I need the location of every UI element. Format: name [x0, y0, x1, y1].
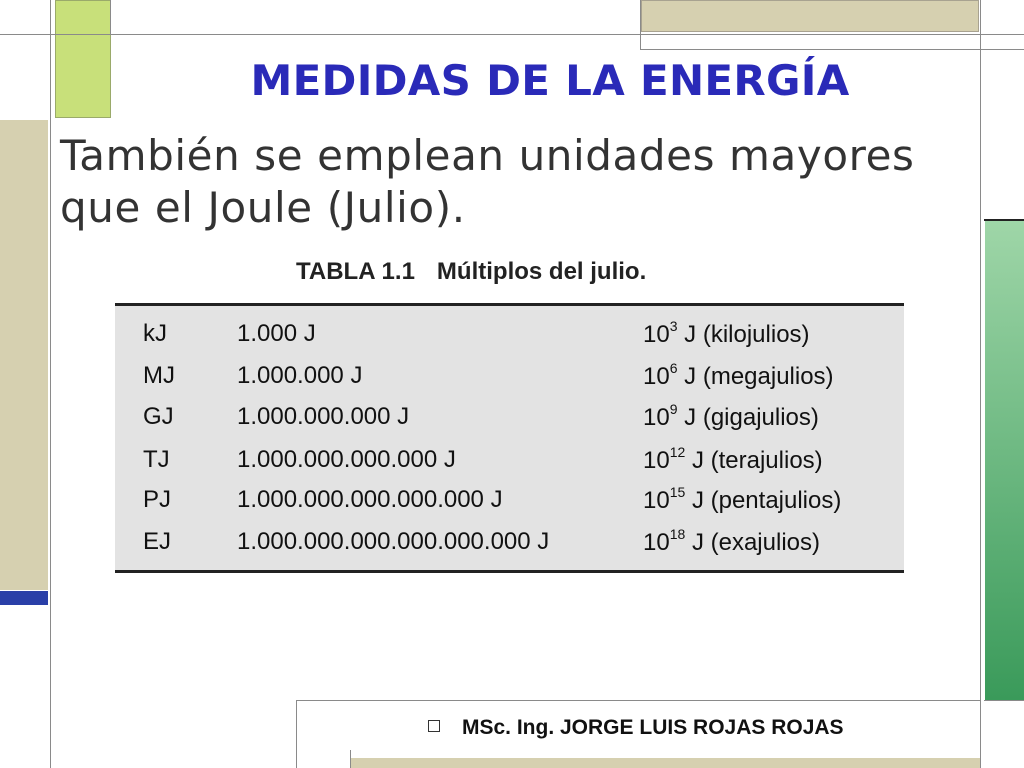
frame-line	[296, 700, 297, 768]
frame-line	[984, 700, 1024, 701]
unit-symbol: GJ	[143, 403, 174, 430]
unit-value: 1.000 J	[237, 320, 316, 347]
unit-value: 1.000.000 J	[237, 362, 363, 389]
unit-power: $10^{18}$ J (exajulios)	[643, 526, 820, 556]
body-line: que el Joule (Julio).	[60, 183, 466, 232]
unit-power: $10^3$ J (kilojulios)	[643, 318, 810, 348]
unit-symbol: TJ	[143, 446, 170, 473]
unit-symbol: PJ	[143, 486, 172, 513]
body-text	[60, 130, 980, 234]
slide-title: MEDIDAS DE LA ENERGÍA	[250, 56, 850, 105]
table-row	[115, 528, 904, 570]
caption-label: TABLA	[296, 258, 376, 285]
deco-bottom-tan	[350, 758, 980, 768]
bullet-square-icon	[428, 720, 440, 732]
table-row	[115, 320, 904, 362]
deco-left-tan	[0, 120, 48, 590]
unit-value: 1.000.000.000.000.000.000 J	[237, 528, 550, 555]
frame-line	[640, 49, 1024, 50]
footer-author	[428, 716, 844, 740]
multiples-table	[115, 303, 904, 573]
unit-value: 1.000.000.000 J	[237, 403, 410, 430]
unit-symbol: EJ	[143, 528, 172, 555]
deco-top-left-green	[55, 0, 111, 118]
unit-symbol: kJ	[143, 320, 167, 347]
unit-power: $10^6$ J (megajulios)	[643, 360, 834, 390]
unit-value: 1.000.000.000.000.000 J	[237, 486, 503, 513]
caption-title: Múltiplos del julio.	[436, 258, 647, 285]
table-row	[115, 403, 904, 445]
table-row	[115, 486, 904, 528]
unit-power: $10^{15}$ J (pentajulios)	[643, 484, 842, 514]
frame-line	[296, 700, 980, 701]
table-row	[115, 446, 904, 488]
table-caption	[296, 258, 646, 286]
frame-line	[0, 34, 1024, 35]
unit-power: $10^{12}$ J (terajulios)	[643, 444, 823, 474]
body-line: También se emplean unidades mayores	[60, 131, 915, 180]
caption-number: 1.1	[381, 258, 415, 285]
deco-right-green	[985, 220, 1024, 700]
author-name: MSc. Ing. JORGE LUIS ROJAS ROJAS	[462, 716, 844, 739]
frame-line	[640, 0, 641, 50]
deco-top-right-tan	[641, 0, 979, 32]
deco-left-blue	[0, 591, 48, 605]
unit-value: 1.000.000.000.000 J	[237, 446, 456, 473]
unit-symbol: MJ	[143, 362, 175, 389]
frame-line	[984, 219, 1024, 221]
frame-line	[350, 750, 351, 768]
unit-power: $10^9$ J (gigajulios)	[643, 401, 819, 431]
frame-line	[980, 0, 981, 768]
frame-line	[50, 0, 51, 768]
frame-line	[110, 0, 111, 34]
table-row	[115, 362, 904, 404]
